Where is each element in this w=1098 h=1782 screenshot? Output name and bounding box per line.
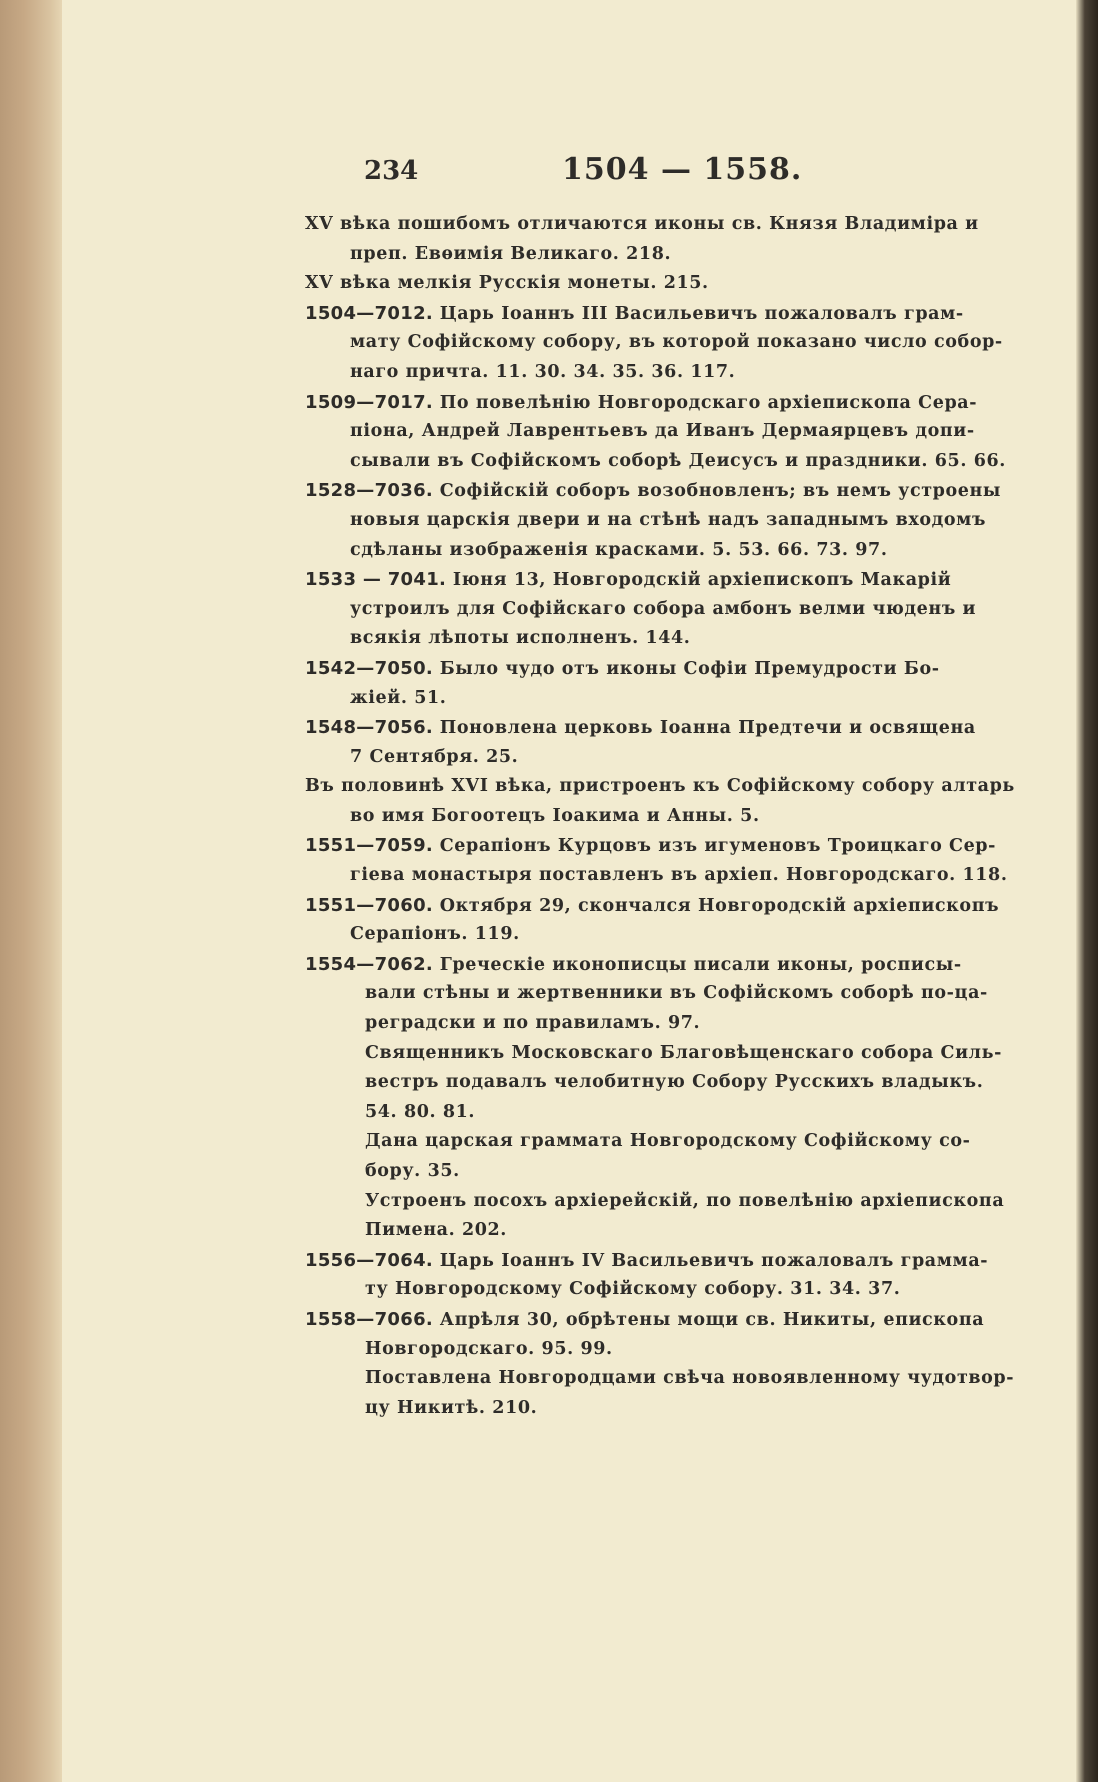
entry-year: 1509—7017. <box>305 391 434 413</box>
text-line <box>305 565 1068 595</box>
scan-page-edge-left <box>0 0 62 1782</box>
text-line <box>305 358 1068 388</box>
text-line <box>305 1187 1068 1217</box>
text-line <box>305 447 1068 477</box>
text-line <box>305 654 1068 684</box>
text-line <box>305 861 1068 891</box>
entry-text: сдѣланы изображенія красками. 5. 53. 66. 73. 97. <box>350 539 888 560</box>
text-line <box>305 1305 1068 1335</box>
entry-text: Іюня 13, Новгородскій архіепископъ Макарій <box>446 570 952 591</box>
text-line <box>305 920 1068 950</box>
entry-year: 1556—7064. <box>305 1249 434 1271</box>
text-line <box>305 624 1068 654</box>
text-line <box>305 1335 1068 1365</box>
entry-year: 1554—7062. <box>305 953 434 975</box>
entry-text: Дана царская граммата Новгородскому Софійскому со- <box>365 1131 971 1152</box>
entry-year: 1528—7036. <box>305 480 434 502</box>
text-line <box>305 1275 1068 1305</box>
text-line <box>305 979 1068 1009</box>
text-line <box>305 269 1068 299</box>
entry-text: Царь Іоаннъ IV Васильевичъ пожаловалъ грамма- <box>433 1250 989 1271</box>
entry-text: сывали въ Софійскомъ соборѣ Деисусъ и праздники. 65. 66. <box>350 450 1006 471</box>
entry-text: XV вѣка мелкія Русскія монеты. 215. <box>305 273 709 294</box>
text-line <box>305 1009 1068 1039</box>
entry-text: Пимена. 202. <box>365 1220 507 1241</box>
entry-year: 1558—7066. <box>305 1308 434 1330</box>
entry-text: вали стѣны и жертвенники въ Софійскомъ соборѣ по-ца- <box>365 983 988 1004</box>
running-title: 1504 — 1558. <box>562 152 803 187</box>
text-line <box>305 506 1068 536</box>
entry-text: піона, Андрей Лаврентьевъ да Иванъ Дермаярцевъ допи- <box>350 421 975 442</box>
text-line <box>305 891 1068 921</box>
entry-text: Въ половинѣ XVI вѣка, пристроенъ къ Софійскому собору алтарь <box>305 776 1015 797</box>
text-line <box>305 950 1068 980</box>
entry-text: устроилъ для Софійскаго собора амбонъ велми чюденъ и <box>350 598 977 619</box>
entry-text: Серапіонъ. 119. <box>350 924 520 945</box>
entry-text: реградски и по правиламъ. 97. <box>365 1013 701 1034</box>
text-line <box>305 299 1068 329</box>
entry-text: По повелѣнію Новгородскаго архіепископа Сера- <box>433 392 978 413</box>
text-line <box>305 802 1068 832</box>
entry-year: 1542—7050. <box>305 657 434 679</box>
entry-text: новыя царскія двери и на стѣнѣ надъ западнымъ входомъ <box>350 509 987 530</box>
text-line <box>305 743 1068 773</box>
entry-text: Серапіонъ Курцовъ изъ игуменовъ Троицкаго Сер- <box>433 836 996 857</box>
text-line <box>305 1098 1068 1128</box>
text-line <box>305 328 1068 358</box>
text-line <box>305 1068 1068 1098</box>
entry-text: жіей. 51. <box>350 687 447 708</box>
entry-text: Поновлена церковь Іоанна Предтечи и освящена <box>433 718 976 739</box>
entry-text: преп. Евѳимія Великаго. 218. <box>350 243 672 264</box>
entry-text: ту Новгородскому Софійскому собору. 31. 34. 37. <box>365 1279 901 1300</box>
entry-text: вестръ подавалъ челобитную Собору Русскихъ владыкъ. <box>365 1072 984 1093</box>
entry-year: 1504—7012. <box>305 302 434 324</box>
entry-text: Новгородскаго. 95. 99. <box>365 1338 613 1359</box>
running-head <box>364 152 884 188</box>
text-line <box>305 1246 1068 1276</box>
entry-text: Апрѣля 30, обрѣтены мощи св. Никиты, епископа <box>433 1309 985 1330</box>
text-line <box>305 240 1068 270</box>
entry-year: 1533 — 7041. <box>305 569 447 591</box>
entry-text: Устроенъ посохъ архіерейскій, по повелѣнію архіепископа <box>365 1190 1005 1211</box>
page-number: 234 <box>364 156 419 186</box>
text-line <box>305 1394 1068 1424</box>
text-line <box>305 417 1068 447</box>
entry-text: всякія лѣпоты исполненъ. 144. <box>350 628 691 649</box>
entry-text: 7 Сентября. 25. <box>350 746 519 767</box>
entry-text: цу Никитѣ. 210. <box>365 1397 538 1418</box>
scan-binding-edge-right <box>1076 0 1098 1782</box>
text-line <box>305 1127 1068 1157</box>
text-line <box>305 595 1068 625</box>
entry-text: бору. 35. <box>365 1161 460 1181</box>
text-line <box>305 210 1068 240</box>
text-line <box>305 1364 1068 1394</box>
entry-text: Софійскій соборъ возобновленъ; въ немъ устроены <box>433 481 1002 502</box>
entry-text: Царь Іоаннъ III Васильевичъ пожаловалъ грам- <box>433 303 964 324</box>
text-line <box>305 476 1068 506</box>
entry-text: наго причта. 11. 30. 34. 35. 36. 117. <box>350 361 736 382</box>
text-line <box>305 1157 1068 1187</box>
entry-text: Поставлена Новгородцами свѣча новоявленному чудотвор- <box>365 1368 1015 1389</box>
entry-year: 1548—7056. <box>305 717 434 739</box>
text-line <box>305 831 1068 861</box>
text-line <box>305 684 1068 714</box>
text-line <box>305 713 1068 743</box>
entry-year: 1551—7059. <box>305 835 434 857</box>
text-line <box>305 1216 1068 1246</box>
text-line <box>305 388 1068 418</box>
entry-text: Было чудо отъ иконы Софіи Премудрости Бо- <box>433 658 940 679</box>
entry-text: мату Софійскому собору, въ которой показано число собор- <box>350 332 1003 353</box>
entry-year: 1551—7060. <box>305 894 434 916</box>
entry-text: во имя Богоотецъ Іоакима и Анны. 5. <box>350 805 760 826</box>
entry-text: Священникъ Московскаго Благовѣщенскаго собора Силь- <box>365 1042 1002 1063</box>
chronicle-entries <box>305 210 1068 1423</box>
entry-text: гіева монастыря поставленъ въ архіеп. Новгородскаго. 118. <box>350 865 1008 886</box>
entry-text: Греческіе иконописцы писали иконы, росписы- <box>433 954 962 975</box>
entry-text: XV вѣка пошибомъ отличаются иконы св. Князя Владиміра и <box>305 214 979 234</box>
entry-text: Октября 29, скончался Новгородскій архіепископъ <box>433 895 1000 916</box>
text-line <box>305 536 1068 566</box>
entry-text: 54. 80. 81. <box>365 1101 476 1122</box>
text-line <box>305 1039 1068 1069</box>
text-line <box>305 772 1068 802</box>
